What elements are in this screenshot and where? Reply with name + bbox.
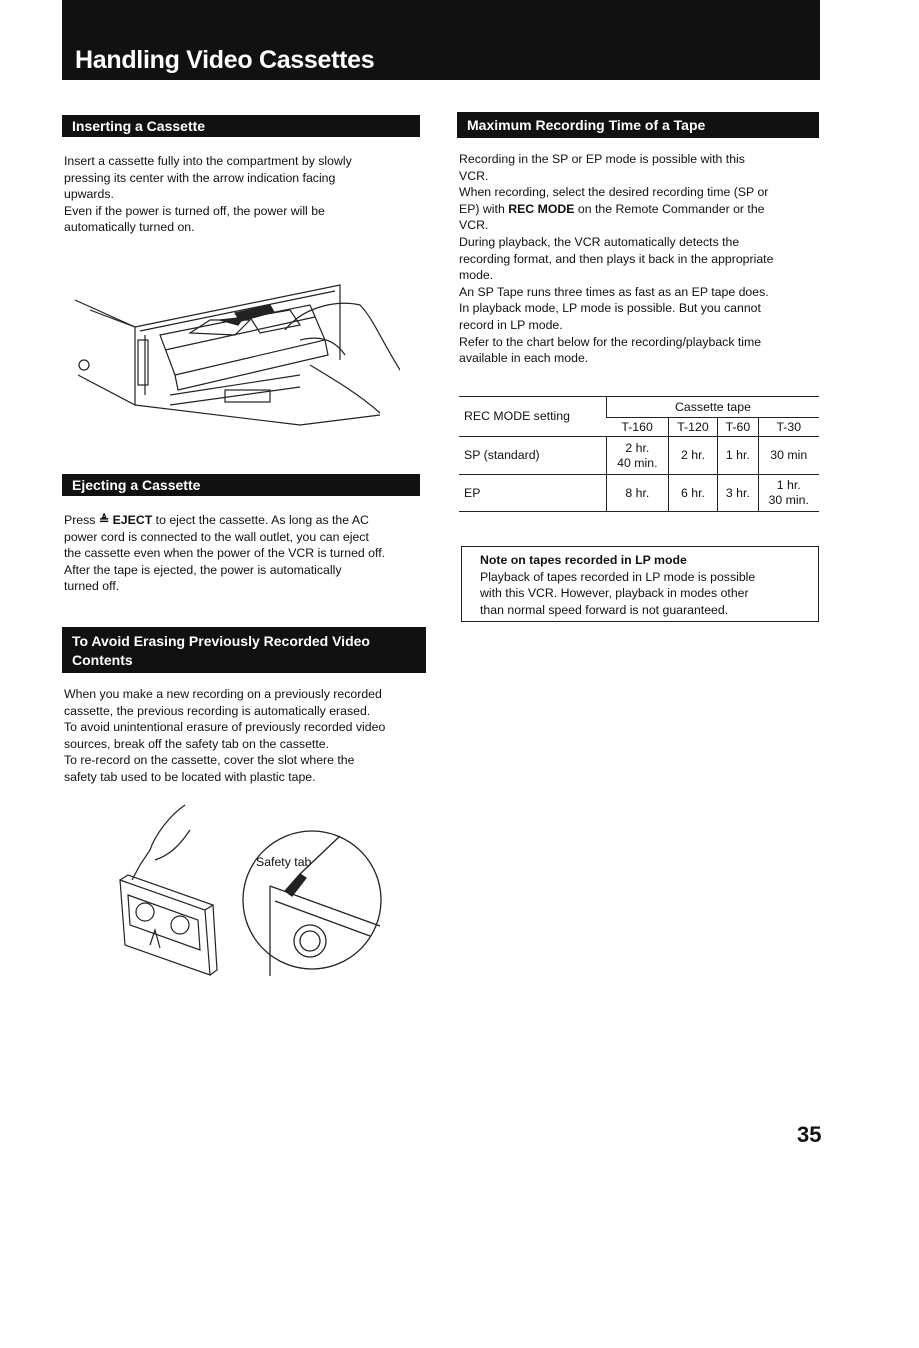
- note-title: Note on tapes recorded in LP mode: [480, 553, 687, 567]
- safety-tab-zoom-illustration: [240, 826, 390, 976]
- text-line: VCR.: [459, 168, 489, 183]
- note-box: [461, 546, 819, 622]
- text-line: sources, break off the safety tab on the cassette.: [64, 736, 329, 751]
- table-header-cassette: Cassette tape: [607, 397, 820, 418]
- note-line: than normal speed forward is not guaranteed.: [480, 602, 729, 617]
- table-cell: 2 hr.: [668, 437, 718, 475]
- text-line: Refer to the chart below for the recording/playback time: [459, 334, 762, 349]
- text-line: Even if the power is turned off, the power will be: [64, 203, 325, 218]
- text-line: turned off.: [64, 579, 120, 594]
- text-line: To re-record on the cassette, cover the slot where the: [64, 753, 355, 768]
- text-line: record in LP mode.: [459, 317, 563, 332]
- section-title-max-recording-text: Maximum Recording Time of a Tape: [467, 117, 706, 133]
- table-cell: 8 hr.: [607, 475, 669, 512]
- text-line: Insert a cassette fully into the compartment by slowly: [64, 154, 352, 168]
- table-header-tape: T-60: [718, 418, 758, 437]
- table-cell-mode: SP (standard): [459, 437, 607, 475]
- text-line: available in each mode.: [459, 351, 589, 366]
- text-line: pressing its center with the arrow indication facing: [64, 170, 336, 185]
- section-title-avoid-line1: To Avoid Erasing Previously Recorded Video: [72, 633, 370, 649]
- text-line: cassette, the previous recording is automatically erased.: [64, 703, 371, 718]
- cell-line: 40 min.: [617, 455, 658, 470]
- max-recording-text: [459, 151, 821, 367]
- table-cell: 6 hr.: [668, 475, 718, 512]
- table-cell: 1 hr.: [718, 437, 758, 475]
- text-fragment: on the Remote Commander or the: [577, 201, 765, 216]
- text-line: [459, 201, 821, 218]
- cell-line: 2 hr.: [625, 440, 650, 455]
- table-row: [459, 437, 819, 475]
- text-fragment: EP) with: [459, 201, 505, 216]
- table-header-tape: T-160: [607, 418, 669, 437]
- section-title-max-recording: [457, 112, 819, 138]
- text-fragment: Press: [64, 513, 96, 527]
- table-cell: 3 hr.: [718, 475, 758, 512]
- page-header: [62, 0, 820, 80]
- text-line: automatically turned on.: [64, 220, 195, 235]
- text-fragment: to eject the cassette. As long as the AC: [155, 513, 369, 527]
- table-header-tape: T-120: [668, 418, 718, 437]
- page-number: 35: [797, 1122, 822, 1147]
- text-line: VCR.: [459, 218, 489, 233]
- cassette-safety-tab-illustration: [110, 800, 230, 980]
- text-line: After the tape is ejected, the power is automatically: [64, 562, 342, 577]
- text-line: To avoid unintentional erasure of previously recorded video: [64, 720, 386, 735]
- section-title-inserting: [62, 115, 420, 137]
- section-title-ejecting-text: Ejecting a Cassette: [72, 477, 201, 493]
- table-row: [459, 475, 819, 512]
- table-cell-mode: EP: [459, 475, 607, 512]
- text-line: power cord is connected to the wall outlet, you can eject: [64, 529, 369, 544]
- text-line: In playback mode, LP mode is possible. But you cannot: [459, 301, 761, 316]
- table-header-mode: REC MODE setting: [459, 397, 607, 437]
- section-title-avoid-erasing: [62, 627, 426, 673]
- text-line: recording format, and then plays it back in the appropriate: [459, 251, 774, 266]
- page-title: Handling Video Cassettes: [75, 46, 375, 74]
- section-title-avoid-line2: Contents: [72, 652, 133, 668]
- cell-line: 30 min.: [768, 493, 809, 507]
- table-cell: [607, 437, 669, 475]
- text-line: An SP Tape runs three times as fast as an EP tape does.: [459, 284, 769, 299]
- table-cell: 30 min: [758, 437, 819, 475]
- text-line: During playback, the VCR automatically detects the: [459, 234, 740, 249]
- text-line: mode.: [459, 268, 494, 283]
- table-header-row: [459, 397, 819, 418]
- section-title-ejecting: [62, 474, 420, 496]
- text-line: safety tab used to be located with plastic tape.: [64, 769, 316, 784]
- vcr-insert-illustration: [60, 265, 400, 430]
- note-line: with this VCR. However, playback in modes other: [480, 586, 749, 601]
- text-line: When you make a new recording on a previously recorded: [64, 687, 382, 701]
- inserting-text: [64, 153, 424, 236]
- text-line: the cassette even when the power of the VCR is turned off.: [64, 546, 386, 561]
- note-line: Playback of tapes recorded in LP mode is possible: [480, 569, 756, 584]
- text-line: [64, 512, 424, 529]
- table-cell: [758, 475, 819, 512]
- ejecting-text: [64, 512, 424, 595]
- text-line: Recording in the SP or EP mode is possible with this: [459, 152, 745, 166]
- eject-label: EJECT: [112, 513, 153, 527]
- section-title-inserting-text: Inserting a Cassette: [72, 118, 206, 134]
- avoid-erasing-text: [64, 686, 428, 786]
- eject-icon: ≜: [98, 513, 110, 527]
- text-line: When recording, select the desired recording time (SP or: [459, 185, 769, 200]
- rec-mode-label: REC MODE: [508, 201, 575, 216]
- table-header-tape: T-30: [758, 418, 819, 437]
- cell-line: 1 hr.: [776, 478, 801, 492]
- text-line: upwards.: [64, 187, 114, 202]
- recording-time-table: [459, 396, 819, 512]
- safety-tab-label: Safety tab: [256, 855, 312, 869]
